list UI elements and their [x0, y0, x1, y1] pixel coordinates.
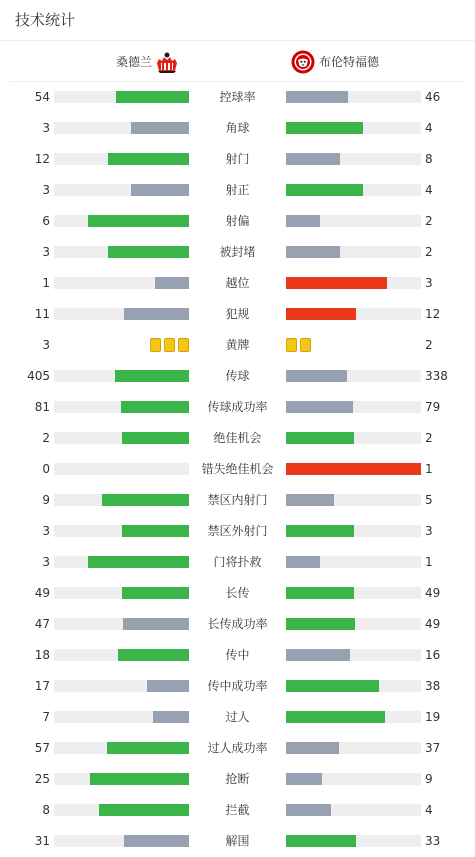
stat-label: 拦截 [225, 803, 250, 817]
home-value: 6 [42, 214, 50, 228]
away-bar-fill [286, 184, 363, 196]
home-value: 9 [42, 493, 50, 507]
home-bar-track [54, 525, 189, 537]
away-bar-track [286, 587, 421, 599]
stat-row [0, 702, 475, 733]
home-bar-track [54, 91, 189, 103]
away-value: 3 [425, 524, 433, 538]
away-bar-track [286, 742, 421, 754]
stat-row [0, 733, 475, 764]
stat-row [0, 392, 475, 423]
home-value: 1 [42, 276, 50, 290]
yellow-card-icon [150, 338, 161, 352]
home-bar-track [54, 587, 189, 599]
stat-label: 犯规 [225, 307, 250, 321]
home-value: 47 [34, 617, 50, 631]
home-bar-track [54, 773, 189, 785]
home-bar-track [54, 246, 189, 258]
away-bar-fill [286, 432, 354, 444]
stat-label: 错失绝佳机会 [201, 462, 274, 476]
home-bar-fill [116, 91, 189, 103]
away-bar-fill [286, 91, 348, 103]
home-bar-track [54, 215, 189, 227]
away-bar-track [286, 122, 421, 134]
stat-label: 射门 [225, 152, 250, 166]
stat-label: 射偏 [225, 214, 250, 228]
stat-label: 绝佳机会 [213, 431, 262, 445]
stat-label: 控球率 [219, 90, 256, 104]
stat-label: 黄牌 [225, 338, 250, 352]
home-bar-track [54, 804, 189, 816]
stats-list [0, 82, 475, 857]
away-bar-fill [286, 587, 354, 599]
away-value: 4 [425, 183, 433, 197]
home-value: 11 [34, 307, 50, 321]
stat-row [0, 609, 475, 640]
away-yellow-cards [286, 338, 311, 352]
home-value: 3 [42, 245, 50, 259]
away-bar-fill [286, 742, 339, 754]
home-bar-fill [124, 308, 189, 320]
stat-label: 禁区外射门 [207, 524, 268, 538]
stat-label: 传中成功率 [207, 679, 268, 693]
stat-label: 门将扑救 [213, 555, 262, 569]
home-value: 7 [42, 710, 50, 724]
away-bar-track [286, 835, 421, 847]
stat-row [0, 485, 475, 516]
yellow-card-icon [300, 338, 311, 352]
home-bar-track [54, 649, 189, 661]
team-header [10, 42, 465, 82]
away-value: 46 [425, 90, 441, 104]
away-value: 16 [425, 648, 441, 662]
stat-row [0, 268, 475, 299]
home-value: 18 [34, 648, 50, 662]
home-value: 8 [42, 803, 50, 817]
home-value: 3 [42, 338, 50, 352]
stat-label: 解围 [225, 834, 250, 848]
away-bar-track [286, 556, 421, 568]
away-bar-fill [286, 215, 320, 227]
home-bar-track [54, 277, 189, 289]
away-value: 2 [425, 214, 433, 228]
away-value: 19 [425, 710, 441, 724]
home-bar-fill [102, 494, 189, 506]
away-bar-fill [286, 277, 387, 289]
away-bar-track [286, 277, 421, 289]
away-bar-fill [286, 804, 331, 816]
home-value: 2 [42, 431, 50, 445]
home-bar-track [54, 618, 189, 630]
away-bar-track [286, 215, 421, 227]
home-bar-track [54, 494, 189, 506]
away-bar-track [286, 432, 421, 444]
away-bar-fill [286, 525, 354, 537]
away-value: 5 [425, 493, 433, 507]
home-value: 31 [34, 834, 50, 848]
away-bar-track [286, 494, 421, 506]
away-bar-track [286, 153, 421, 165]
stat-row [0, 82, 475, 113]
stat-row [0, 640, 475, 671]
home-bar-fill [107, 742, 189, 754]
home-bar-fill [122, 432, 190, 444]
away-bar-track [286, 370, 421, 382]
stat-row [0, 826, 475, 857]
home-bar-fill [123, 618, 189, 630]
home-bar-fill [131, 184, 189, 196]
away-bar-track [286, 649, 421, 661]
away-bar-track [286, 804, 421, 816]
away-bar-track [286, 618, 421, 630]
stat-row [0, 516, 475, 547]
away-bar-track [286, 680, 421, 692]
away-value: 1 [425, 555, 433, 569]
home-value: 81 [34, 400, 50, 414]
home-bar-fill [122, 587, 190, 599]
away-bar-fill [286, 711, 385, 723]
home-bar-fill [131, 122, 189, 134]
away-bar-track [286, 401, 421, 413]
away-value: 9 [425, 772, 433, 786]
away-value: 49 [425, 617, 441, 631]
away-bar-fill [286, 835, 356, 847]
stat-row [0, 206, 475, 237]
home-value: 49 [34, 586, 50, 600]
away-value: 12 [425, 307, 441, 321]
home-bar-fill [122, 525, 190, 537]
stat-row [0, 454, 475, 485]
home-value: 54 [34, 90, 50, 104]
away-value: 4 [425, 803, 433, 817]
away-bar-fill [286, 556, 320, 568]
home-bar-track [54, 742, 189, 754]
stat-label: 禁区内射门 [207, 493, 268, 507]
yellow-card-icon [286, 338, 297, 352]
away-value: 2 [425, 338, 433, 352]
stat-label: 传球成功率 [207, 400, 268, 414]
brentford-crest-icon [291, 50, 315, 74]
stat-row [0, 175, 475, 206]
stat-row [0, 578, 475, 609]
stat-row [0, 795, 475, 826]
stat-label: 传中 [225, 648, 250, 662]
home-bar-fill [108, 246, 189, 258]
home-bar-fill [88, 215, 189, 227]
stat-row [0, 361, 475, 392]
away-value: 79 [425, 400, 441, 414]
home-bar-track [54, 556, 189, 568]
away-bar-track [286, 773, 421, 785]
home-bar-fill [108, 153, 189, 165]
home-value: 12 [34, 152, 50, 166]
home-bar-fill [118, 649, 190, 661]
away-value: 49 [425, 586, 441, 600]
home-bar-track [54, 835, 189, 847]
home-value: 17 [34, 679, 50, 693]
home-bar-fill [121, 401, 189, 413]
away-bar-fill [286, 680, 379, 692]
away-value: 4 [425, 121, 433, 135]
sunderland-crest-icon [155, 50, 179, 74]
home-value: 0 [42, 462, 50, 476]
away-value: 3 [425, 276, 433, 290]
away-bar-track [286, 525, 421, 537]
away-bar-track [286, 308, 421, 320]
stat-label: 过人 [225, 710, 250, 724]
home-bar-fill [147, 680, 189, 692]
stat-row [0, 330, 475, 361]
home-bar-track [54, 308, 189, 320]
home-yellow-cards [150, 338, 189, 352]
home-bar-track [54, 370, 189, 382]
stat-row [0, 423, 475, 454]
stat-label: 射正 [225, 183, 250, 197]
title-bar [0, 0, 475, 41]
away-bar-fill [286, 308, 356, 320]
away-value: 2 [425, 431, 433, 445]
away-team[interactable] [291, 42, 379, 81]
home-bar-track [54, 122, 189, 134]
away-bar-fill [286, 494, 334, 506]
home-bar-fill [155, 277, 189, 289]
away-bar-fill [286, 649, 350, 661]
home-bar-fill [115, 370, 189, 382]
home-bar-fill [90, 773, 189, 785]
away-bar-track [286, 91, 421, 103]
home-value: 3 [42, 121, 50, 135]
away-bar-track [286, 246, 421, 258]
stat-label: 过人成功率 [207, 741, 268, 755]
away-value: 338 [425, 369, 448, 383]
home-value: 3 [42, 555, 50, 569]
away-value: 37 [425, 741, 441, 755]
home-value: 3 [42, 524, 50, 538]
away-value: 33 [425, 834, 441, 848]
away-bar-track [286, 711, 421, 723]
stat-label: 被封堵 [219, 245, 256, 259]
stat-row [0, 144, 475, 175]
home-bar-track [54, 432, 189, 444]
home-value: 3 [42, 183, 50, 197]
away-bar-fill [286, 246, 340, 258]
away-value: 8 [425, 152, 433, 166]
home-bar-fill [124, 835, 189, 847]
away-bar-track [286, 463, 421, 475]
stat-row [0, 671, 475, 702]
away-value: 2 [425, 245, 433, 259]
stat-row [0, 764, 475, 795]
home-value: 405 [27, 369, 50, 383]
home-bar-track [54, 184, 189, 196]
home-value: 57 [34, 741, 50, 755]
stat-label: 传球 [225, 369, 250, 383]
away-bar-fill [286, 773, 322, 785]
stat-row [0, 113, 475, 144]
page-title: 技术统计 [15, 11, 76, 29]
stat-row [0, 547, 475, 578]
home-bar-track [54, 711, 189, 723]
away-bar-fill [286, 153, 340, 165]
home-bar-track [54, 680, 189, 692]
home-bar-track [54, 401, 189, 413]
away-bar-fill [286, 618, 355, 630]
away-bar-fill [286, 463, 421, 475]
stat-label: 抢断 [225, 772, 250, 786]
home-bar-fill [153, 711, 189, 723]
home-team[interactable] [116, 42, 179, 81]
home-value: 25 [34, 772, 50, 786]
away-bar-fill [286, 122, 363, 134]
stat-label: 越位 [225, 276, 250, 290]
home-bar-track [54, 153, 189, 165]
stat-row [0, 237, 475, 268]
stat-label: 角球 [225, 121, 250, 135]
away-value: 38 [425, 679, 441, 693]
home-bar-fill [99, 804, 189, 816]
away-bar-fill [286, 401, 353, 413]
away-value: 1 [425, 462, 433, 476]
yellow-card-icon [178, 338, 189, 352]
away-team-name: 布伦特福德 [319, 55, 380, 69]
away-bar-track [286, 184, 421, 196]
stat-label: 长传成功率 [207, 617, 268, 631]
away-bar-fill [286, 370, 347, 382]
stat-row [0, 299, 475, 330]
home-team-name: 桑德兰 [115, 55, 152, 69]
home-bar-track [54, 463, 189, 475]
stat-label: 长传 [225, 586, 250, 600]
home-bar-fill [88, 556, 189, 568]
yellow-card-icon [164, 338, 175, 352]
